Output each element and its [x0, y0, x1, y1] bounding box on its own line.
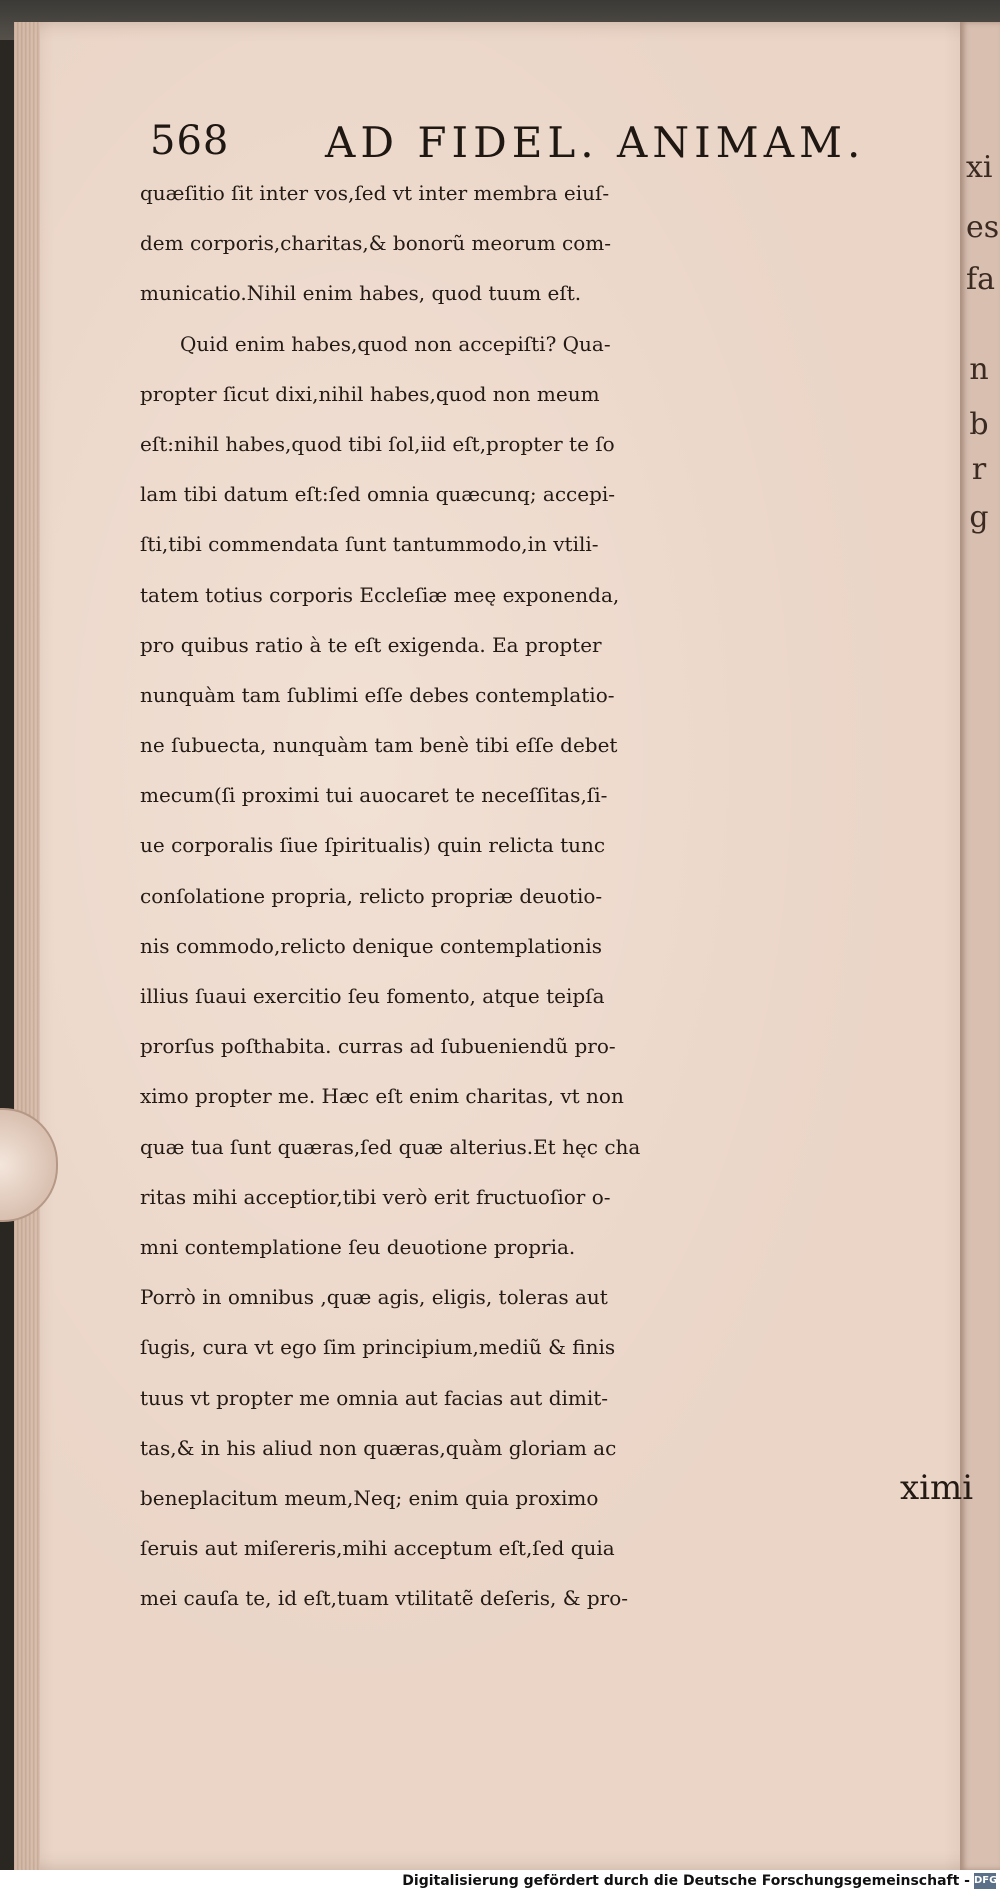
text-line: illius ſuaui exercitio ſeu fomento, atque teipſa — [140, 984, 605, 1008]
text-line: dem corporis,charitas,& bonorũ meorum com- — [140, 231, 612, 256]
text-line: ritas mihi acceptior,tibi verò erit fructuoſior o- — [140, 1184, 611, 1209]
catchword: ximi — [900, 1468, 974, 1508]
text-line: ſugis, cura vt ego ſim principium,mediũ & finis — [140, 1335, 616, 1360]
facing-page-glyph: es — [966, 210, 1000, 245]
text-line: Porrò in omnibus ,quæ agis, eligis, toleras aut — [140, 1285, 608, 1310]
text-line: nunquàm tam ſublimi eſſe debes contemplatio- — [140, 682, 615, 707]
facing-page-glyph: n — [969, 352, 989, 387]
text-line: ſti,tibi commendata ſunt tantummodo,in vtili- — [140, 532, 599, 557]
text-line: Quid enim habes,quod non accepiſti? Qua- — [180, 331, 611, 356]
facing-page-glyph: b — [969, 407, 989, 442]
text-line: lam tibi datum eſt:ſed omnia quæcunq; accepi- — [140, 482, 616, 507]
facing-page-glyph: fa — [966, 262, 995, 297]
dfg-logo: DFG — [974, 1873, 996, 1889]
text-line: conſolatione propria, relicto propriæ deuotio- — [140, 883, 603, 908]
text-line: beneplacitum meum,Neq; enim quia proximo — [140, 1485, 599, 1510]
digitization-footer — [0, 1870, 1000, 1894]
text-line: prorſus poſthabita. curras ad ſubueniendũ pro- — [140, 1034, 616, 1059]
text-line: mni contemplatione ſeu deuotione propria. — [140, 1234, 576, 1259]
facing-page-glyph: xi — [966, 150, 993, 185]
text-line: quæſitio ſit inter vos,ſed vt inter membra eiuſ- — [140, 181, 610, 205]
body-text — [140, 168, 980, 1623]
text-line: tuus vt propter me omnia aut facias aut dimit- — [140, 1385, 609, 1410]
text-line: ne ſubuecta, nunquàm tam benè tibi eſſe debet — [140, 733, 618, 758]
text-line: municatio.Nihil enim habes, quod tuum eſt. — [140, 281, 582, 306]
text-line: mei cauſa te, id eſt,tuam vtilitatẽ deſeris, & pro- — [140, 1586, 629, 1611]
text-line: tas,& in his aliud non quæras,quàm gloriam ac — [140, 1435, 617, 1460]
facing-page-glyph: g — [969, 500, 989, 535]
page-stack-edge — [14, 22, 40, 1870]
running-head: AD FIDEL. ANIMAM. — [325, 118, 866, 167]
text-line: propter ſicut dixi,nihil habes,quod non meum — [140, 381, 600, 406]
text-line: eſt:nihil habes,quod tibi ſol,iid eſt,propter te ſo — [140, 431, 615, 456]
page-number: 568 — [150, 118, 230, 164]
page-header — [150, 118, 940, 168]
text-line: nis commodo,relicto denique contemplationis — [140, 933, 603, 958]
text-line: quæ tua ſunt quæras,ſed quæ alterius.Et hęc cha — [140, 1134, 641, 1159]
text-line: pro quibus ratio à te eſt exigenda. Ea propter — [140, 632, 602, 657]
facing-page-glyph: r — [971, 452, 987, 487]
text-line: mecum(ſi proximi tui auocaret te neceſſitas,ſi- — [140, 783, 608, 808]
text-line: tatem totius corporis Eccleſiæ meę exponenda, — [140, 582, 620, 607]
funding-credit: Digitalisierung gefördert durch die Deutsche Forschungsgemeinschaft - — [402, 1873, 970, 1889]
text-line: ue corporalis ſiue ſpiritualis) quin relicta tunc — [140, 833, 606, 858]
text-line: ximo propter me. Hæc eſt enim charitas, vt non — [140, 1084, 624, 1109]
text-line: ſeruis aut miſereris,mihi acceptum eſt,ſed quia — [140, 1536, 615, 1561]
